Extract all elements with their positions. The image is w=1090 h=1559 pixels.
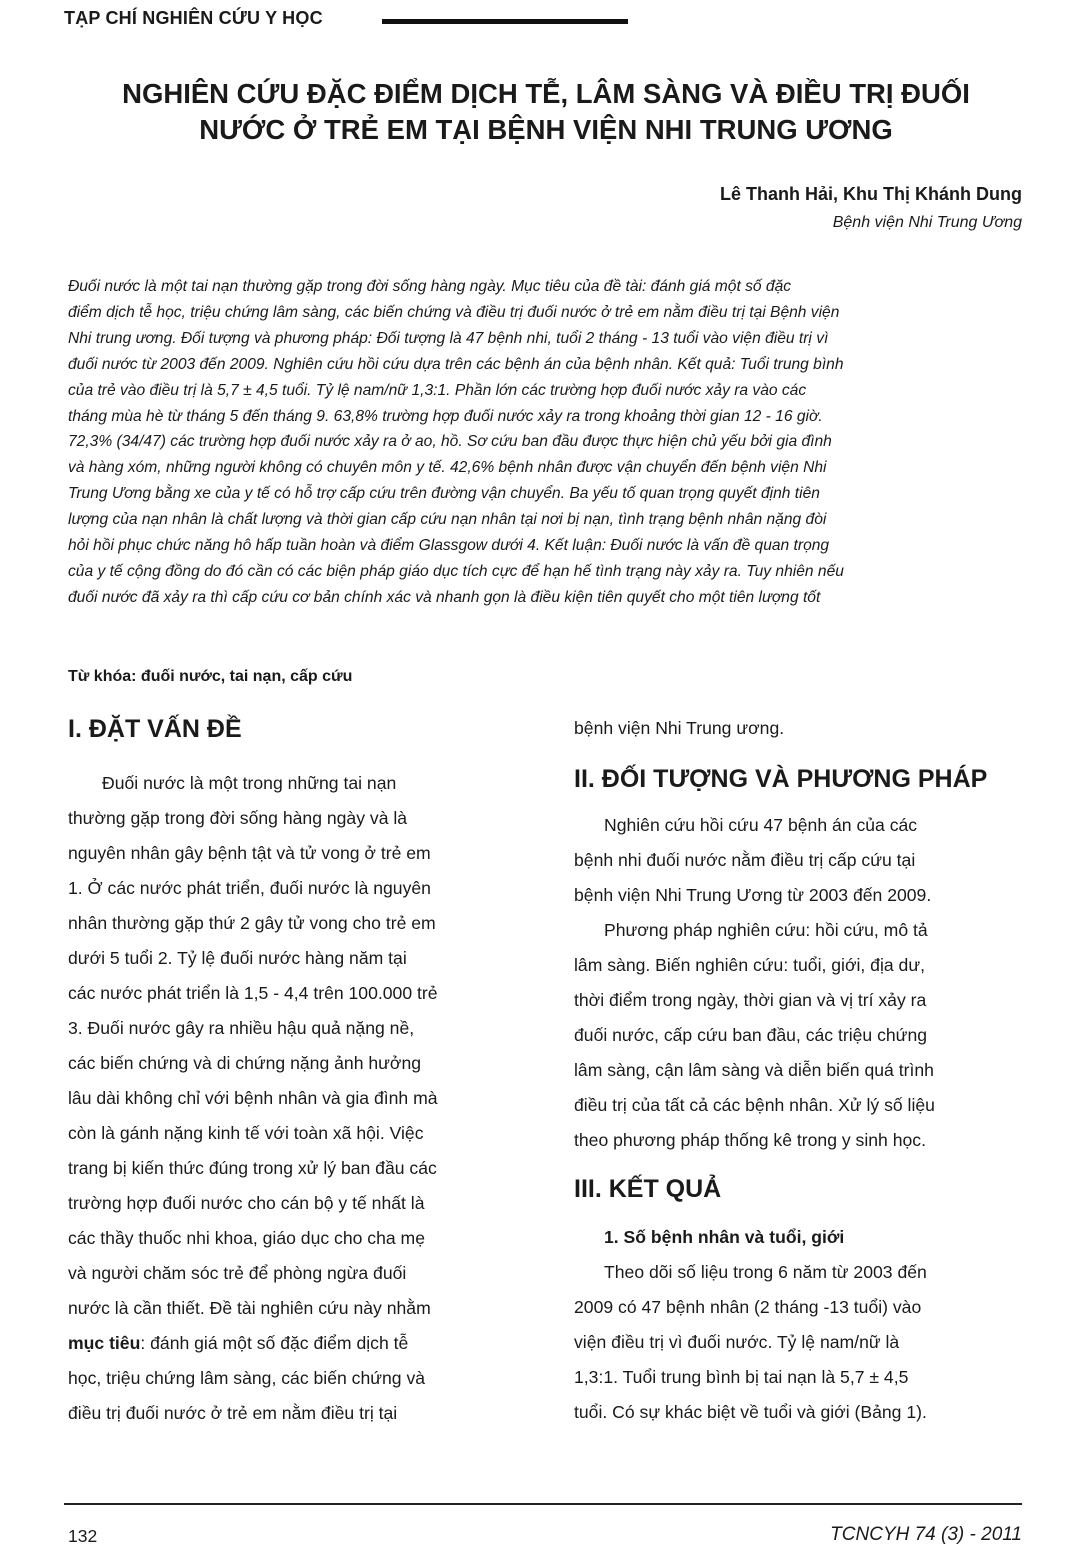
abstract-line: của y tế cộng đồng do đó cần có các biện pháp giáo dục tích cực để hạn hế tình trạng này xảy ra. Tuy nhiên nếu	[68, 562, 844, 580]
body-line: và người chăm sóc trẻ để phòng ngừa đuối	[68, 1263, 407, 1283]
body-line: các thầy thuốc nhi khoa, giáo dục cho cha mẹ	[68, 1228, 425, 1248]
body-line: dưới 5 tuổi 2. Tỷ lệ đuối nước hàng năm tại	[68, 948, 407, 968]
abstract-line: Nhi trung ương. Đối tượng và phương pháp: Đối tượng là 47 bệnh nhi, tuổi 2 tháng - 13 tuổi vào viện điều trị vì	[68, 329, 829, 347]
abstract-line: 72,3% (34/47) các trường hợp đuối nước xảy ra ở ao, hồ. Sơ cứu ban đầu được thực hiện chủ yếu bởi gia đình	[68, 433, 832, 451]
body-line: 1,3:1. Tuổi trung bình bị tai nạn là 5,7 ± 4,5	[574, 1367, 909, 1387]
body-line: trang bị kiến thức đúng trong xử lý ban đầu các	[68, 1158, 437, 1178]
abstract-line: Đuối nước là một tai nạn thường gặp trong đời sống hàng ngày. Mục tiêu của đề tài: đánh giá một số đặc	[68, 278, 792, 295]
abstract-line: lượng của nạn nhân là chất lượng và thời gian cấp cứu nạn nhân tại nơi bị nạn, tình trạng bệnh nhân nặng đòi	[68, 511, 827, 529]
running-header	[64, 6, 564, 30]
page-number: 132	[68, 1526, 98, 1546]
section-2-heading: II. ĐỐI TƯỢNG VÀ PHƯƠNG PHÁP	[574, 765, 988, 793]
section-3-body	[574, 1255, 1024, 1430]
objective-text: : đánh giá một số đặc điểm dịch tễ	[140, 1333, 409, 1353]
abstract-line: của trẻ vào điều trị là 5,7 ± 4,5 tuổi. Tỷ lệ nam/nữ 1,3:1. Phần lớn các trường hợp đuối nước xảy ra vào các	[68, 381, 807, 399]
left-column	[68, 712, 514, 1431]
body-line: tuổi. Có sự khác biệt về tuổi và giới (Bảng 1).	[574, 1402, 927, 1422]
abstract-line: điểm dịch tễ học, triệu chứng lâm sàng, các biến chứng và điều trị đuối nước ở trẻ em nằm điều trị tại Bệnh viện	[68, 303, 840, 321]
abstract-line: tháng mùa hè từ tháng 5 đến tháng 9. 63,8% trường hợp đuối nước xảy ra trong khoảng thời gian 12 - 16 giờ.	[68, 407, 823, 425]
body-line: Theo dõi số liệu trong 6 năm từ 2003 đến	[604, 1262, 927, 1282]
authors: Lê Thanh Hải, Khu Thị Khánh Dung	[720, 184, 1022, 204]
subsection-heading: 1. Số bệnh nhân và tuổi, giới	[604, 1227, 845, 1247]
body-line: bệnh nhi đuối nước nằm điều trị cấp cứu tại	[574, 850, 916, 870]
abstract-line: đuối nước từ 2003 đến 2009. Nghiên cứu hồi cứu dựa trên các bệnh án của bệnh nhân. Kết quả: Tuổi trung bình	[68, 355, 844, 373]
section-1-body	[68, 766, 514, 1431]
body-line: các nước phát triển là 1,5 - 4,4 trên 100.000 trẻ	[68, 983, 438, 1003]
body-line: thời điểm trong ngày, thời gian và vị trí xảy ra	[574, 990, 927, 1010]
footer-rule	[64, 1503, 1022, 1505]
body-line: trường hợp đuối nước cho cán bộ y tế nhất là	[68, 1193, 425, 1213]
body-line: viện điều trị vì đuối nước. Tỷ lệ nam/nữ là	[574, 1332, 900, 1352]
body-line: lâm sàng, cận lâm sàng và diễn biến quá trình	[574, 1060, 934, 1080]
journal-citation: TCNCYH 74 (3) - 2011	[830, 1524, 1022, 1545]
body-line: còn là gánh nặng kinh tế với toàn xã hội. Việc	[68, 1123, 424, 1143]
abstract	[68, 274, 1022, 611]
abstract-line: hỏi hồi phục chức năng hô hấp tuần hoàn và điểm Glassgow dưới 4. Kết luận: Đuối nước là vấn đề quan trọng	[68, 537, 830, 555]
keywords: Từ khóa: đuối nước, tai nạn, cấp cứu	[68, 668, 353, 685]
body-line: nguyên nhân gây bệnh tật và tử vong ở trẻ em	[68, 843, 431, 863]
abstract-line: Trung Ương bằng xe của y tế có hỗ trợ cấp cứu trên đường vận chuyển. Ba yếu tố quan trọng quyết định tiên	[68, 485, 820, 503]
affiliation: Bệnh viện Nhi Trung Ương	[832, 214, 1022, 231]
body-line: học, triệu chứng lâm sàng, các biến chứng và	[68, 1368, 426, 1388]
body-line: 1. Ở các nước phát triển, đuối nước là nguyên	[68, 878, 431, 898]
section-3-heading: III. KẾT QUẢ	[574, 1175, 722, 1203]
body-line: nước là cần thiết. Đề tài nghiên cứu này nhằm	[68, 1298, 431, 1318]
body-line: thường gặp trong đời sống hàng ngày và là	[68, 808, 408, 828]
title-line-2: NƯỚC Ở TRẺ EM TẠI BỆNH VIỆN NHI TRUNG ƯƠNG	[199, 114, 893, 145]
body-line: theo phương pháp thống kê trong y sinh học.	[574, 1130, 926, 1150]
section-2-body	[574, 808, 1024, 1158]
body-line: điều trị đuối nước ở trẻ em nằm điều trị tại	[68, 1403, 398, 1423]
body-line: Đuối nước là một trong những tai nạn	[102, 773, 397, 793]
body-line: Nghiên cứu hồi cứu 47 bệnh án của các	[604, 815, 918, 835]
body-line: điều trị của tất cả các bệnh nhân. Xử lý số liệu	[574, 1095, 935, 1115]
body-line	[68, 1326, 514, 1361]
body-line: bệnh viện Nhi Trung Ương từ 2003 đến 2009.	[574, 885, 932, 905]
body-line: nhân thường gặp thứ 2 gây tử vong cho trẻ em	[68, 913, 436, 933]
abstract-line: và hàng xóm, những người không có chuyên môn y tế. 42,6% bệnh nhân được vận chuyển đến bệnh viện Nhi	[68, 459, 827, 477]
article-title	[60, 76, 1032, 148]
header-rule	[382, 19, 628, 24]
abstract-line: đuối nước đã xảy ra thì cấp cứu cơ bản chính xác và nhanh gọn là điều kiện tiên quyết cho một tiên lượng tốt	[68, 588, 821, 606]
objective-label: mục tiêu	[68, 1333, 141, 1353]
body-line: lâm sàng. Biến nghiên cứu: tuổi, giới, địa dư,	[574, 955, 925, 975]
body-line: Phương pháp nghiên cứu: hồi cứu, mô tả	[604, 920, 928, 940]
right-column	[574, 712, 1024, 1430]
title-line-1: NGHIÊN CỨU ĐẶC ĐIỂM DỊCH TỄ, LÂM SÀNG VÀ ĐIỀU TRỊ ĐUỐI	[122, 78, 970, 109]
body-line: 2009 có 47 bệnh nhân (2 tháng -13 tuổi) vào	[574, 1297, 922, 1317]
body-line: 3. Đuối nước gây ra nhiều hậu quả nặng nề,	[68, 1018, 415, 1038]
section-1-heading: I. ĐẶT VẤN ĐỀ	[68, 715, 242, 743]
continued-line: bệnh viện Nhi Trung ương.	[574, 718, 785, 738]
journal-header-text: TẠP CHÍ NGHIÊN CỨU Y HỌC	[64, 8, 323, 28]
body-line: lâu dài không chỉ với bệnh nhân và gia đình mà	[68, 1088, 438, 1108]
body-line: đuối nước, cấp cứu ban đầu, các triệu chứng	[574, 1025, 928, 1045]
body-line: các biến chứng và di chứng nặng ảnh hưởng	[68, 1053, 422, 1073]
